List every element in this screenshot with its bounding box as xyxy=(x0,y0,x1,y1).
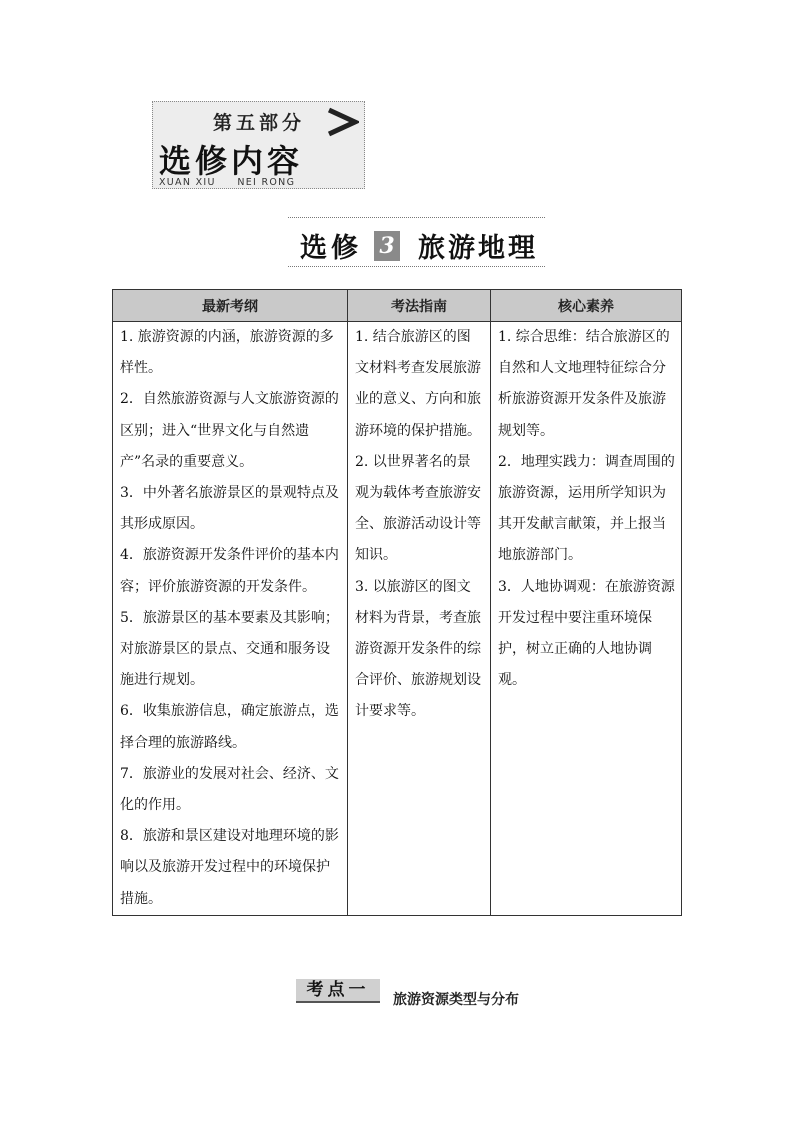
list-item: 3．中外著名旅游景区的景观特点及其形成原因。 xyxy=(120,485,339,533)
key-point-title: 旅游资源类型与分布 xyxy=(393,992,519,1008)
list-item: 2．地理实践力：调查周围的旅游资源，运用所学知识为其开发献言献策，并上报当地旅游部门。 xyxy=(498,453,675,564)
list-item: 2．自然旅游资源与人文旅游资源的区别；进入“世界文化与自然遗产”名录的重要意义。 xyxy=(120,391,339,470)
list-item: 2. 以世界著名的景观为载体考查旅游安全、旅游活动设计等知识。 xyxy=(355,453,481,564)
table-header-row xyxy=(113,290,682,322)
list-item: 1. 旅游资源的内涵，旅游资源的多样性。 xyxy=(120,329,334,377)
part-title: 选修内容 xyxy=(159,142,304,180)
syllabus-cell xyxy=(113,322,348,916)
list-item: 1. 综合思维：结合旅游区的自然和人文地理特征综合分析旅游资源开发条件及旅游规划等。 xyxy=(498,329,670,439)
list-item: 8．旅游和景区建设对地理环境的影响以及旅游开发过程中的环境保护措施。 xyxy=(120,828,339,907)
part-pinyin: XUAN XIU NEI RONG xyxy=(159,177,296,188)
list-item: 1. 结合旅游区的图文材料考查发展旅游业的意义、方向和旅游环境的保护措施。 xyxy=(355,329,481,439)
core-literacy-cell xyxy=(491,322,682,916)
syllabus-table xyxy=(112,289,682,916)
chevron-right-icon xyxy=(325,107,359,137)
list-item: 6．收集旅游信息，确定旅游点，选择合理的旅游路线。 xyxy=(120,703,339,751)
list-item: 7．旅游业的发展对社会、经济、文化的作用。 xyxy=(120,765,339,814)
list-item: 5．旅游景区的基本要素及其影响；对旅游景区的景点、交通和服务设施进行规划。 xyxy=(120,609,339,689)
part-banner xyxy=(152,101,365,189)
list-item: 3. 以旅游区的图文材料为背景，考查旅游资源开发条件的综合评价、旅游规划设计要求等。 xyxy=(355,578,481,720)
module-title-right: 旅游地理 xyxy=(418,233,538,264)
list-item: 4．旅游资源开发条件评价的基本内容；评价旅游资源的开发条件。 xyxy=(120,547,339,595)
header-exam-guide: 考法指南 xyxy=(348,290,491,322)
key-point-label: 考点一 xyxy=(296,979,380,1003)
part-number-label: 第五部分 xyxy=(213,112,306,134)
list-item: 3．人地协调观：在旅游资源开发过程中要注重环境保护，树立正确的人地协调观。 xyxy=(498,578,675,689)
module-number-badge: 3 xyxy=(374,231,400,261)
header-core-literacy: 核心素养 xyxy=(491,290,682,322)
module-title-left: 选修 xyxy=(300,233,362,264)
module-title xyxy=(288,217,545,267)
exam-guide-cell xyxy=(348,322,491,916)
header-latest-syllabus: 最新考纲 xyxy=(113,290,348,322)
table-row xyxy=(113,322,682,916)
